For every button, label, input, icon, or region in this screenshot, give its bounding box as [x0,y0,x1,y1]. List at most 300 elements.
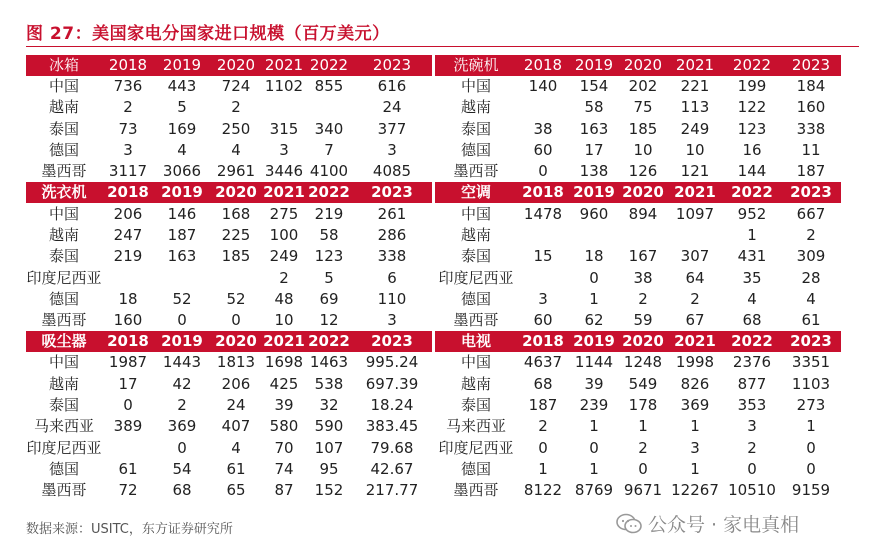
year-header: 2023 [791,56,831,74]
value-cell: 1478 [523,204,563,223]
country-cell: 中国 [48,353,79,372]
value-cell: 1998 [675,353,715,372]
value-cell: 121 [680,162,710,181]
year-header: 2021 [674,332,716,351]
value-cell: 443 [167,77,197,96]
value-cell: 42.67 [370,459,414,478]
value-cell: 163 [167,247,197,266]
value-cell: 549 [628,374,658,393]
year-header: 2019 [573,183,615,202]
value-cell: 2 [279,268,289,287]
table-row [435,267,841,288]
value-cell: 3 [387,311,397,330]
value-cell: 353 [737,396,767,414]
value-cell: 2 [638,438,648,457]
value-cell: 249 [269,247,299,266]
country-cell: 德国 [48,459,79,478]
year-header: 2020 [215,332,257,351]
value-cell: 12 [319,311,339,330]
country-cell: 德国 [460,289,491,308]
value-cell: 35 [742,268,762,287]
value-cell: 247 [113,225,143,244]
value-cell: 826 [680,374,710,393]
table-row [435,246,841,267]
value-cell: 1698 [264,353,304,372]
category-label: 洗碗机 [453,56,499,74]
title-divider [26,46,859,47]
value-cell: 1 [690,459,700,478]
value-cell: 187 [796,162,826,181]
value-cell: 24 [226,396,246,414]
value-cell: 580 [269,417,299,436]
category-label: 电视 [460,332,491,351]
value-cell: 123 [314,247,344,266]
country-cell: 德国 [48,289,79,308]
value-cell: 995.24 [365,353,419,372]
year-header: 2018 [107,332,149,351]
left-column [26,55,432,501]
value-cell: 68 [742,311,762,330]
table-dishwasher [435,55,841,182]
value-cell: 0 [538,438,548,457]
country-cell: 墨西哥 [41,162,87,181]
value-cell: 0 [177,438,187,457]
value-cell: 3 [123,141,133,160]
value-cell: 1443 [162,353,202,372]
value-cell: 11 [801,141,821,160]
country-cell: 德国 [48,141,79,160]
value-cell: 61 [118,459,138,478]
table-row [26,225,432,246]
value-cell: 6 [387,268,397,287]
table-tv [435,331,841,501]
value-cell: 9159 [791,481,831,500]
table-header [435,331,841,352]
value-cell: 0 [538,162,548,181]
table-row [26,289,432,310]
table-row [435,437,841,458]
value-cell: 3 [538,289,548,308]
value-cell: 225 [221,225,251,244]
value-cell: 0 [123,396,133,414]
table-row [435,352,841,373]
value-cell: 8122 [523,481,563,500]
country-cell: 泰国 [48,119,79,138]
table-row [26,140,432,161]
value-cell: 79.68 [370,438,414,457]
value-cell: 3351 [791,353,831,372]
value-cell: 73 [118,119,138,138]
value-cell: 3 [387,141,397,160]
value-cell: 65 [226,481,246,500]
year-header: 2019 [161,332,203,351]
value-cell: 0 [589,268,599,287]
value-cell: 1 [589,459,599,478]
value-cell: 877 [737,374,767,393]
value-cell: 144 [737,162,767,181]
table-header [26,182,432,203]
value-cell: 17 [584,141,604,160]
value-cell: 68 [172,481,192,500]
table-row [435,76,841,97]
value-cell: 0 [177,311,187,330]
value-cell: 3 [747,417,757,436]
value-cell: 64 [685,268,705,287]
value-cell: 2 [123,98,133,117]
table-row [435,416,841,437]
value-cell: 1103 [791,374,831,393]
value-cell: 2 [690,289,700,308]
table-fridge [26,55,432,182]
value-cell: 184 [796,77,826,96]
value-cell: 48 [274,289,294,308]
value-cell: 217.77 [365,481,419,500]
value-cell: 309 [796,247,826,266]
table-row [26,395,432,416]
value-cell: 307 [680,247,710,266]
value-cell: 185 [221,247,251,266]
value-cell: 1 [538,459,548,478]
country-cell: 泰国 [460,247,491,266]
country-cell: 中国 [48,204,79,223]
value-cell: 2 [806,225,816,244]
value-cell: 389 [113,417,143,436]
category-label: 冰箱 [48,56,79,74]
value-cell: 736 [113,77,143,96]
value-cell: 16 [742,141,762,160]
value-cell: 110 [377,289,407,308]
value-cell: 54 [172,459,192,478]
value-cell: 160 [796,98,826,117]
year-header: 2022 [731,332,773,351]
value-cell: 199 [737,77,767,96]
table-washer [26,182,432,331]
table-header [435,182,841,203]
value-cell: 250 [221,119,251,138]
table-row [26,267,432,288]
value-cell: 2 [747,438,757,457]
year-header: 2018 [522,183,564,202]
value-cell: 3 [690,438,700,457]
year-header: 2021 [675,56,715,74]
value-cell: 340 [314,119,344,138]
country-cell: 越南 [48,225,79,244]
value-cell: 59 [633,311,653,330]
year-header: 2019 [573,332,615,351]
value-cell: 249 [680,119,710,138]
value-cell: 39 [274,396,294,414]
year-header: 2020 [216,56,256,74]
value-cell: 377 [377,119,407,138]
value-cell: 62 [584,311,604,330]
value-cell: 2376 [732,353,772,372]
table-row [26,480,432,501]
value-cell: 0 [231,311,241,330]
value-cell: 52 [172,289,192,308]
country-cell: 墨西哥 [453,311,499,330]
value-cell: 894 [628,204,658,223]
table-vacuum [26,331,432,501]
value-cell: 60 [533,311,553,330]
value-cell: 9671 [623,481,663,500]
value-cell: 126 [628,162,658,181]
value-cell: 24 [382,98,402,117]
country-cell: 中国 [460,353,491,372]
value-cell: 0 [638,459,648,478]
value-cell: 187 [528,396,558,414]
year-header: 2019 [574,56,614,74]
value-cell: 202 [628,77,658,96]
value-cell: 369 [680,396,710,414]
year-header: 2019 [161,183,203,202]
year-header: 2023 [372,56,412,74]
value-cell: 169 [167,119,197,138]
year-header: 2019 [162,56,202,74]
value-cell: 273 [796,396,826,414]
value-cell: 4 [177,141,187,160]
value-cell: 18 [118,289,138,308]
table-header [26,55,432,76]
value-cell: 152 [314,481,344,500]
country-cell: 越南 [460,374,491,393]
table-row [435,203,841,224]
value-cell: 185 [628,119,658,138]
year-header: 2021 [264,56,304,74]
table-row [26,76,432,97]
year-header: 2018 [108,56,148,74]
country-cell: 印度尼西亚 [26,438,102,457]
table-ac [435,182,841,331]
value-cell: 18.24 [370,396,414,414]
value-cell: 2961 [216,162,256,181]
value-cell: 95 [319,459,339,478]
year-header: 2021 [674,183,716,202]
value-cell: 7 [324,141,334,160]
year-header: 2022 [308,332,350,351]
table-row [26,161,432,182]
value-cell: 2 [638,289,648,308]
value-cell: 8769 [574,481,614,500]
value-cell: 113 [680,98,710,117]
category-label: 吸尘器 [41,332,87,351]
value-cell: 315 [269,119,299,138]
value-cell: 2 [231,98,241,117]
country-cell: 德国 [460,459,491,478]
country-cell: 泰国 [48,396,79,414]
value-cell: 1102 [264,77,304,96]
country-cell: 墨西哥 [41,311,87,330]
value-cell: 0 [806,438,816,457]
country-cell: 泰国 [48,247,79,266]
value-cell: 178 [628,396,658,414]
value-cell: 10 [685,141,705,160]
table-row [26,246,432,267]
value-cell: 1 [690,417,700,436]
value-cell: 338 [796,119,826,138]
value-cell: 154 [579,77,609,96]
table-row [435,225,841,246]
table-header [435,55,841,76]
value-cell: 1987 [108,353,148,372]
value-cell: 855 [314,77,344,96]
year-header: 2023 [371,183,413,202]
source-note: 数据来源：USITC，东方证券研究所 [26,522,233,537]
value-cell: 590 [314,417,344,436]
country-cell: 马来西亚 [33,417,94,436]
year-header: 2023 [790,332,832,351]
value-cell: 4 [747,289,757,308]
value-cell: 38 [633,268,653,287]
country-cell: 越南 [460,98,491,117]
country-cell: 墨西哥 [453,162,499,181]
value-cell: 4 [231,438,241,457]
value-cell: 1248 [623,353,663,372]
year-header: 2018 [522,332,564,351]
value-cell: 67 [685,311,705,330]
value-cell: 383.45 [365,417,419,436]
value-cell: 18 [584,247,604,266]
value-cell: 724 [221,77,251,96]
value-cell: 0 [806,459,816,478]
table-row [435,395,841,416]
value-cell: 697.39 [365,374,419,393]
right-column [435,55,841,501]
table-row [26,119,432,140]
value-cell: 4 [806,289,816,308]
value-cell: 72 [118,481,138,500]
year-header: 2020 [215,183,257,202]
table-row [435,459,841,480]
country-cell: 中国 [48,77,79,96]
value-cell: 425 [269,374,299,393]
value-cell: 15 [533,247,553,266]
table-row [26,374,432,395]
year-header: 2022 [731,183,773,202]
value-cell: 0 [589,438,599,457]
table-row [26,310,432,331]
value-cell: 1 [638,417,648,436]
country-cell: 中国 [460,204,491,223]
year-header: 2018 [523,56,563,74]
year-header: 2022 [308,183,350,202]
value-cell: 960 [579,204,609,223]
value-cell: 3446 [264,162,304,181]
value-cell: 61 [801,311,821,330]
value-cell: 538 [314,374,344,393]
value-cell: 286 [377,225,407,244]
value-cell: 1144 [574,353,614,372]
figure-title: 图 27：美国家电分国家进口规模（百万美元） [26,24,390,44]
value-cell: 163 [579,119,609,138]
value-cell: 38 [533,119,553,138]
value-cell: 10510 [728,481,776,500]
value-cell: 17 [118,374,138,393]
year-header: 2022 [309,56,349,74]
value-cell: 431 [737,247,767,266]
value-cell: 3 [279,141,289,160]
value-cell: 1 [589,289,599,308]
country-cell: 中国 [460,77,491,96]
table-row [435,374,841,395]
value-cell: 1097 [675,204,715,223]
value-cell: 219 [314,204,344,223]
year-header: 2020 [623,56,663,74]
value-cell: 140 [528,77,558,96]
year-header: 2023 [371,332,413,351]
category-label: 洗衣机 [41,183,87,202]
value-cell: 123 [737,119,767,138]
value-cell: 100 [269,225,299,244]
value-cell: 75 [633,98,653,117]
country-cell: 越南 [460,225,491,244]
value-cell: 122 [737,98,767,117]
value-cell: 2 [538,417,548,436]
value-cell: 1463 [309,353,349,372]
year-header: 2023 [790,183,832,202]
year-header: 2020 [622,183,664,202]
value-cell: 3066 [162,162,202,181]
value-cell: 5 [177,98,187,117]
value-cell: 667 [796,204,826,223]
value-cell: 4 [231,141,241,160]
value-cell: 32 [319,396,339,414]
value-cell: 58 [584,98,604,117]
value-cell: 4100 [309,162,349,181]
country-cell: 印度尼西亚 [26,268,102,287]
value-cell: 4637 [523,353,563,372]
table-header [26,331,432,352]
value-cell: 616 [377,77,407,96]
value-cell: 261 [377,204,407,223]
value-cell: 206 [113,204,143,223]
value-cell: 60 [533,141,553,160]
year-header: 2021 [263,183,305,202]
year-header: 2018 [107,183,149,202]
value-cell: 107 [314,438,344,457]
value-cell: 187 [167,225,197,244]
value-cell: 221 [680,77,710,96]
country-cell: 印度尼西亚 [438,268,514,287]
value-cell: 275 [269,204,299,223]
value-cell: 10 [274,311,294,330]
country-cell: 马来西亚 [445,417,506,436]
year-header: 2020 [622,332,664,351]
value-cell: 2 [177,396,187,414]
value-cell: 5 [324,268,334,287]
value-cell: 42 [172,374,192,393]
value-cell: 69 [319,289,339,308]
table-row [26,437,432,458]
value-cell: 4085 [372,162,412,181]
value-cell: 219 [113,247,143,266]
table-row [435,119,841,140]
value-cell: 58 [319,225,339,244]
value-cell: 146 [167,204,197,223]
value-cell: 407 [221,417,251,436]
table-row [435,480,841,501]
value-cell: 12267 [671,481,719,500]
value-cell: 3117 [108,162,148,181]
country-cell: 泰国 [460,396,491,414]
category-label: 空调 [460,183,491,202]
year-header: 2021 [263,332,305,351]
value-cell: 952 [737,204,767,223]
wechat-icon [616,513,642,535]
value-cell: 160 [113,311,143,330]
value-cell: 10 [633,141,653,160]
value-cell: 39 [584,374,604,393]
value-cell: 168 [221,204,251,223]
